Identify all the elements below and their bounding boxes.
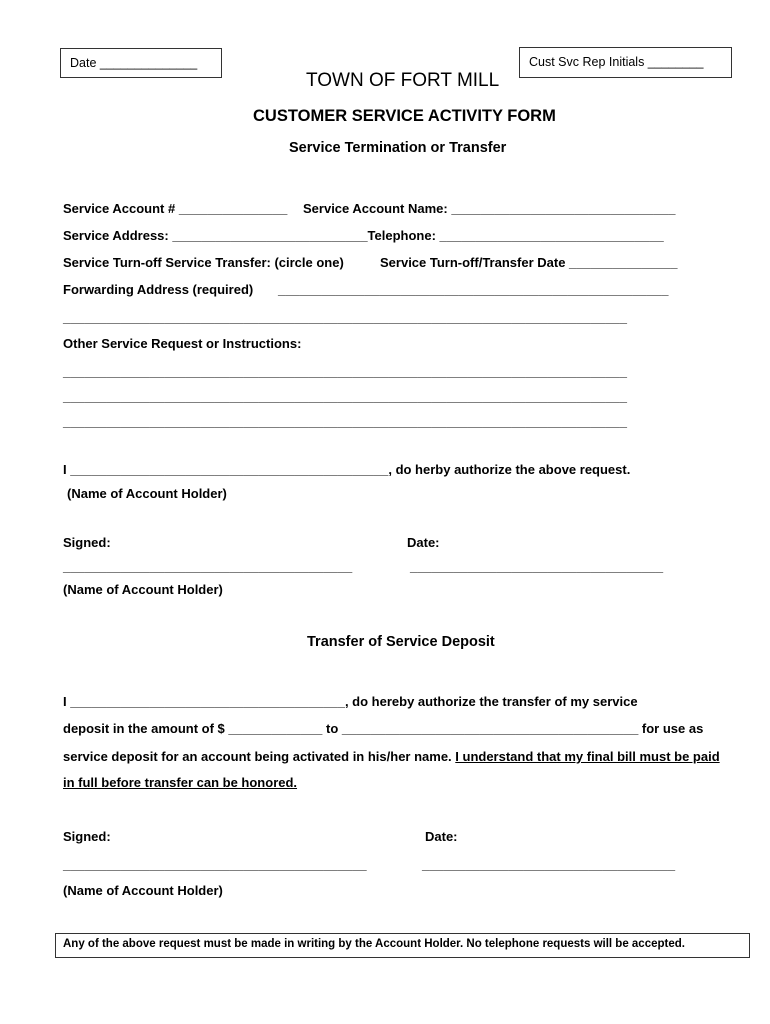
signed-label-1: Signed: <box>63 535 111 550</box>
rep-initials-box[interactable] <box>519 47 732 78</box>
deposit-authorize-line[interactable]: I ______________________________________, do hereby authorize the transfer of my service <box>63 694 638 709</box>
deposit-amount-line[interactable]: deposit in the amount of $ _____________ to _________________________________________ for use as <box>63 721 704 736</box>
instructions-line-3[interactable]: ______________________________________________________________________________ <box>63 414 627 429</box>
instructions-line-1[interactable]: ______________________________________________________________________________ <box>63 364 627 379</box>
footer-notice <box>55 933 750 958</box>
rep-initials-text: Cust Svc Rep Initials ________ <box>529 55 704 69</box>
deposit-statement-plain: service deposit for an account being activated in his/her name. <box>63 749 456 764</box>
date-line-1[interactable]: ___________________________________ <box>410 559 664 574</box>
date-label-2: Date: <box>425 829 458 844</box>
deposit-statement-line-3 <box>63 749 720 764</box>
date-box[interactable] <box>60 48 222 78</box>
footer-notice-text: Any of the above request must be made in writing by the Account Holder. No telephone requests will be accepted. <box>63 938 685 950</box>
address-telephone-field[interactable]: Service Address: ___________________________Telephone: _______________________________ <box>63 228 664 243</box>
account-name-field[interactable]: Service Account Name: _______________________________ <box>303 201 676 216</box>
signature-line-2[interactable]: __________________________________________ <box>63 857 367 872</box>
forwarding-address-line[interactable]: ______________________________________________________ <box>278 282 669 297</box>
town-title: TOWN OF FORT MILL <box>306 70 500 91</box>
other-instructions-label: Other Service Request or Instructions: <box>63 336 302 351</box>
form-subtitle: Service Termination or Transfer <box>289 140 507 156</box>
account-number-field[interactable]: Service Account # _______________ <box>63 201 288 216</box>
deposit-transfer-heading: Transfer of Service Deposit <box>307 634 495 650</box>
deposit-statement-line-4: in full before transfer can be honored. <box>63 775 298 790</box>
form-title: CUSTOMER SERVICE ACTIVITY FORM <box>253 107 556 125</box>
account-holder-note-1: (Name of Account Holder) <box>67 486 227 501</box>
instructions-line-2[interactable]: ______________________________________________________________________________ <box>63 389 627 404</box>
deposit-statement-underlined: I understand that my final bill must be paid <box>455 749 720 764</box>
forwarding-address-label: Forwarding Address (required) <box>63 282 254 297</box>
account-holder-note-2: (Name of Account Holder) <box>63 582 223 597</box>
date-box-text: Date ______________ <box>70 56 198 70</box>
account-holder-note-3: (Name of Account Holder) <box>63 883 223 898</box>
date-label-1: Date: <box>407 535 440 550</box>
date-line-2[interactable]: ___________________________________ <box>422 857 676 872</box>
authorize-statement[interactable]: I ____________________________________________, do herby authorize the above request. <box>63 462 631 477</box>
signed-label-2: Signed: <box>63 829 111 844</box>
turnoff-transfer-choice[interactable]: Service Turn-off Service Transfer: (circle one) <box>63 255 344 270</box>
forwarding-address-line-2[interactable]: ______________________________________________________________________________ <box>63 310 627 325</box>
turnoff-date-field[interactable]: Service Turn-off/Transfer Date _______________ <box>380 255 678 270</box>
signature-line-1[interactable]: ________________________________________ <box>63 559 353 574</box>
